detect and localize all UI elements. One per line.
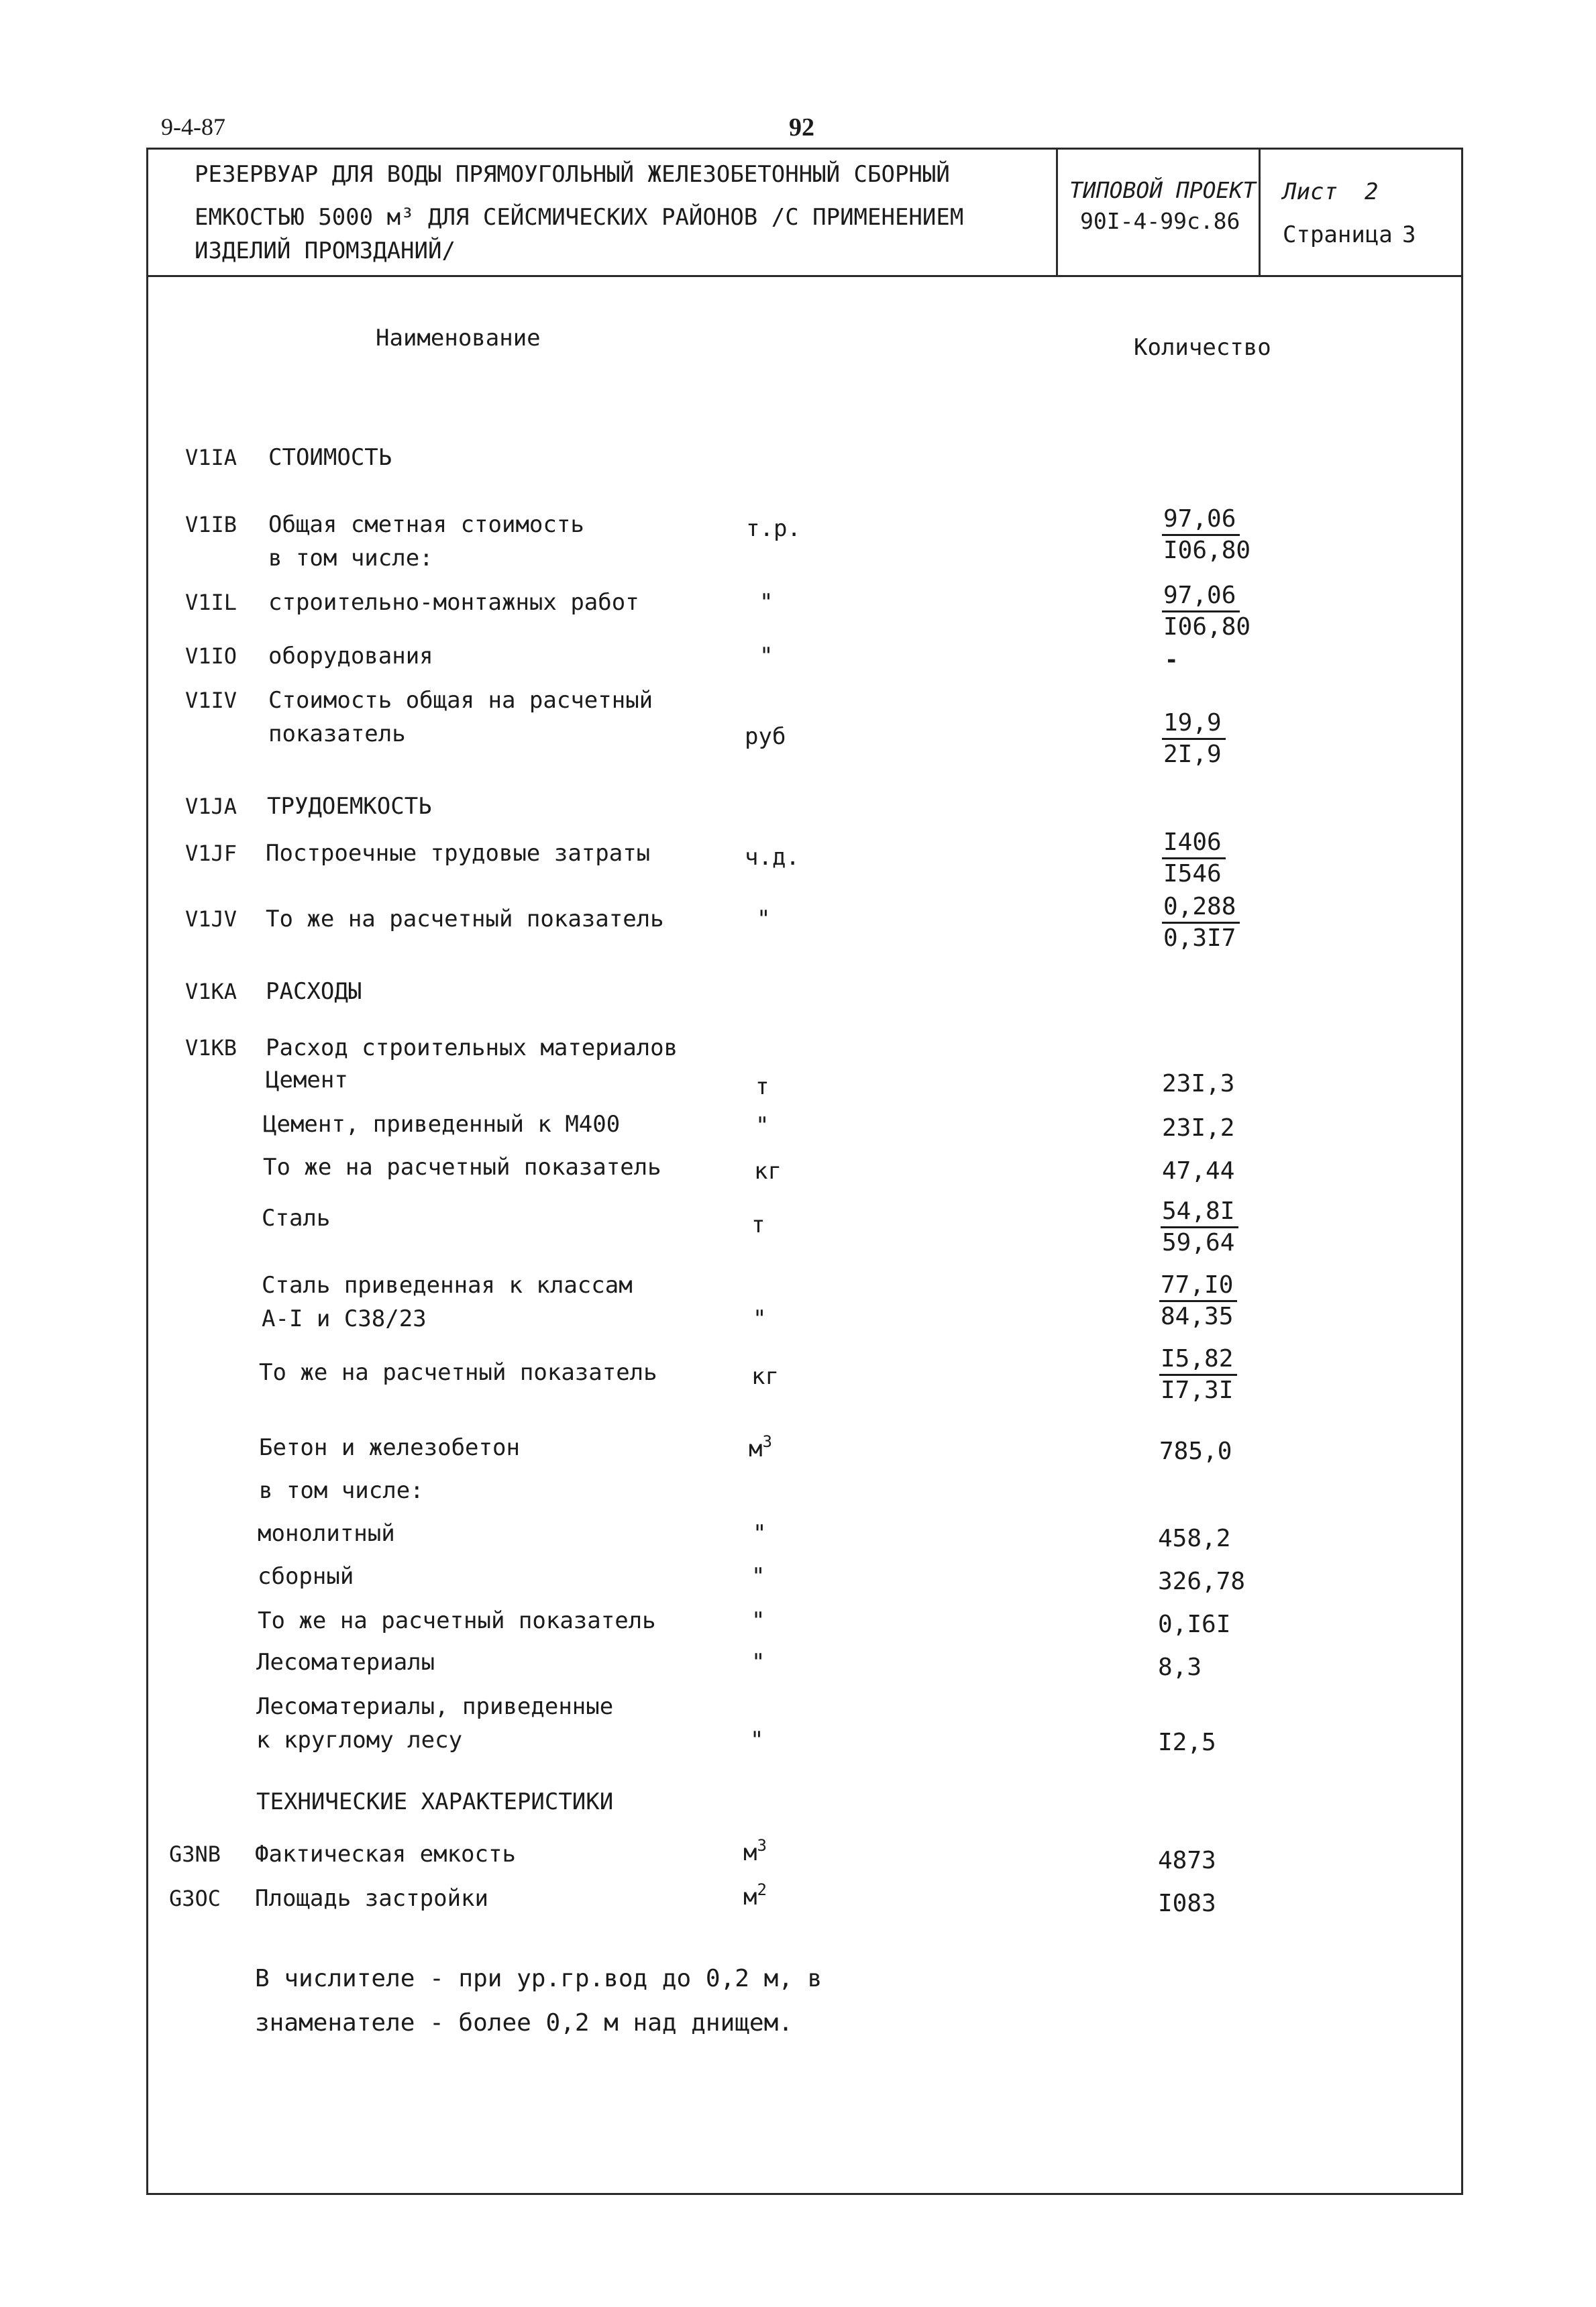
row-unit <box>743 1837 767 1869</box>
title-line-3: ИЗДЕЛИЙ ПРОМЗДАНИЙ/ <box>195 237 456 264</box>
row-fraction <box>1162 828 1226 889</box>
row-name: строительно-монтажных работ <box>268 589 639 616</box>
row-value: 4873 <box>1158 1847 1216 1874</box>
row-value: I2,5 <box>1158 1729 1216 1756</box>
row-name: монолитный <box>258 1520 395 1547</box>
row-unit: " <box>753 1520 767 1547</box>
row-name: ТРУДОЕМКОСТЬ <box>267 793 432 820</box>
title-block-divider <box>146 275 1461 277</box>
row-unit: " <box>750 1727 764 1754</box>
fraction-denominator: 2I,9 <box>1163 741 1222 768</box>
fraction-denominator: I06,80 <box>1163 537 1251 564</box>
page-label: Страница <box>1283 221 1393 248</box>
fraction-numerator: I406 <box>1162 828 1226 859</box>
page-number: 92 <box>789 113 814 142</box>
row-code: V1KB <box>185 1035 237 1061</box>
row-unit: т <box>755 1073 769 1100</box>
document-code: 9-4-87 <box>161 113 225 140</box>
row-fraction <box>1159 1271 1237 1332</box>
row-unit: т.р. <box>746 515 801 542</box>
row-fraction <box>1162 504 1251 566</box>
row-value: 8,3 <box>1158 1654 1202 1681</box>
row-value: 23I,2 <box>1162 1114 1235 1142</box>
title-block-separator-1 <box>1056 148 1058 276</box>
row-name: Сталь приведенная к классам <box>262 1272 633 1299</box>
row-fraction <box>1161 1197 1238 1258</box>
row-name: Площадь застройки <box>255 1885 488 1912</box>
row-unit: " <box>751 1607 765 1634</box>
row-unit: " <box>751 1649 765 1676</box>
fraction-numerator: 54,8I <box>1161 1197 1238 1228</box>
row-code: V1KA <box>185 979 237 1004</box>
unit-base: м <box>743 1839 757 1866</box>
row-value: 0,I6I <box>1158 1611 1231 1638</box>
row-code: V1JF <box>185 841 237 866</box>
row-unit: " <box>753 1305 767 1332</box>
row-name: А-I и С38/23 <box>262 1305 427 1332</box>
row-value: 785,0 <box>1159 1438 1232 1465</box>
row-code: V1JV <box>185 906 237 932</box>
sheet-label: Лист <box>1283 178 1338 205</box>
row-name: СТОИМОСТЬ <box>268 444 392 471</box>
row-name: Фактическая емкость <box>255 1841 516 1868</box>
row-code: V1IO <box>185 643 237 669</box>
row-name: Стоимость общая на расчетный <box>268 687 653 714</box>
row-name: Расход строительных материалов <box>266 1034 678 1061</box>
title-line-2: ЕМКОСТЬЮ 5000 м³ ДЛЯ СЕЙСМИЧЕСКИХ РАЙОНОВ /С ПРИМЕНЕНИЕМ <box>195 204 964 231</box>
project-label: ТИПОВОЙ ПРОЕКТ <box>1069 177 1257 203</box>
unit-exponent: 3 <box>762 1432 772 1451</box>
row-name: РАСХОДЫ <box>266 978 362 1005</box>
fraction-numerator: 97,06 <box>1162 504 1240 536</box>
row-code: V1IA <box>185 445 237 470</box>
row-unit <box>749 1433 772 1465</box>
row-unit: " <box>759 643 774 669</box>
row-name: показатель <box>268 720 406 747</box>
row-name: Лесоматериалы <box>256 1649 435 1676</box>
row-value: 458,2 <box>1158 1525 1231 1552</box>
unit-exponent: 2 <box>757 1880 767 1899</box>
row-name: Общая сметная стоимость <box>268 511 584 538</box>
row-name: сборный <box>258 1563 354 1590</box>
row-unit: ч.д. <box>745 844 800 871</box>
row-value: 23I,3 <box>1162 1070 1235 1097</box>
fraction-numerator: 77,I0 <box>1159 1271 1237 1302</box>
fraction-numerator: 19,9 <box>1162 708 1226 740</box>
row-unit: т <box>751 1212 765 1238</box>
fraction-numerator: I5,82 <box>1159 1344 1237 1376</box>
row-unit: кг <box>751 1363 779 1390</box>
unit-base: м <box>743 1884 757 1911</box>
column-header-quantity: Количество <box>1134 334 1271 361</box>
row-name: к круглому лесу <box>256 1727 463 1754</box>
row-code: G3NB <box>169 1841 221 1867</box>
row-name: оборудования <box>268 643 433 669</box>
row-name: То же на расчетный показатель <box>258 1607 656 1634</box>
row-unit: кг <box>754 1158 782 1185</box>
row-code: V1IB <box>185 512 237 537</box>
title-line-1: РЕЗЕРВУАР ДЛЯ ВОДЫ ПРЯМОУГОЛЬНЫЙ ЖЕЛЕЗОБЕТОННЫЙ СБОРНЫЙ <box>195 161 950 188</box>
unit-base: м <box>749 1436 763 1462</box>
row-name: То же на расчетный показатель <box>266 906 664 932</box>
row-code: V1JA <box>185 794 237 819</box>
column-header-name: Наименование <box>376 325 541 352</box>
row-value: 47,44 <box>1162 1157 1235 1185</box>
unit-exponent: 3 <box>757 1836 767 1855</box>
row-name: То же на расчетный показатель <box>259 1359 657 1386</box>
row-unit: " <box>755 1112 769 1139</box>
row-name: Цемент, приведенный к М400 <box>263 1111 621 1138</box>
footnote-line-2: знаменателе - более 0,2 м над днищем. <box>255 2009 793 2037</box>
row-unit: " <box>757 906 771 932</box>
footnote-line-1: В числителе - при ур.гр.вод до 0,2 м, в <box>255 1965 822 1992</box>
row-unit: " <box>751 1563 765 1590</box>
title-block-separator-2 <box>1259 148 1261 276</box>
row-name: Бетон и железобетон <box>259 1434 520 1461</box>
fraction-denominator: I7,3I <box>1161 1377 1234 1404</box>
row-unit: руб <box>745 723 786 750</box>
row-name: в том числе: <box>259 1477 424 1504</box>
project-number: 90I-4-99с.86 <box>1080 208 1240 234</box>
fraction-numerator: 0,288 <box>1162 892 1240 924</box>
row-name: То же на расчетный показатель <box>263 1154 661 1181</box>
sheet-value: 2 <box>1365 178 1379 205</box>
row-code: G3OC <box>169 1886 221 1911</box>
fraction-denominator: 84,35 <box>1161 1303 1234 1330</box>
row-name: в том числе: <box>268 545 433 572</box>
fraction-denominator: 59,64 <box>1162 1229 1235 1256</box>
row-fraction <box>1159 1344 1237 1405</box>
row-name: Цемент <box>266 1067 348 1093</box>
row-name: Сталь <box>262 1205 331 1232</box>
fraction-numerator: 97,06 <box>1162 581 1240 612</box>
row-unit: " <box>759 589 774 616</box>
row-value: 326,78 <box>1158 1568 1246 1595</box>
row-fraction <box>1162 892 1240 953</box>
fraction-denominator: 0,3I7 <box>1163 924 1236 952</box>
row-code: V1IL <box>185 590 237 615</box>
row-name: Построечные трудовые затраты <box>266 840 651 867</box>
row-code: V1IV <box>185 688 237 713</box>
fraction-denominator: I546 <box>1163 860 1222 888</box>
row-value: - <box>1165 647 1179 674</box>
fraction-denominator: I06,80 <box>1163 613 1251 641</box>
row-name: Лесоматериалы, приведенные <box>256 1693 614 1720</box>
row-value: I083 <box>1158 1890 1216 1917</box>
row-fraction <box>1162 708 1226 769</box>
row-fraction <box>1162 581 1251 642</box>
section-heading: ТЕХНИЧЕСКИЕ ХАРАКТЕРИСТИКИ <box>256 1788 614 1815</box>
row-unit <box>743 1881 767 1913</box>
page-value: 3 <box>1402 221 1416 248</box>
